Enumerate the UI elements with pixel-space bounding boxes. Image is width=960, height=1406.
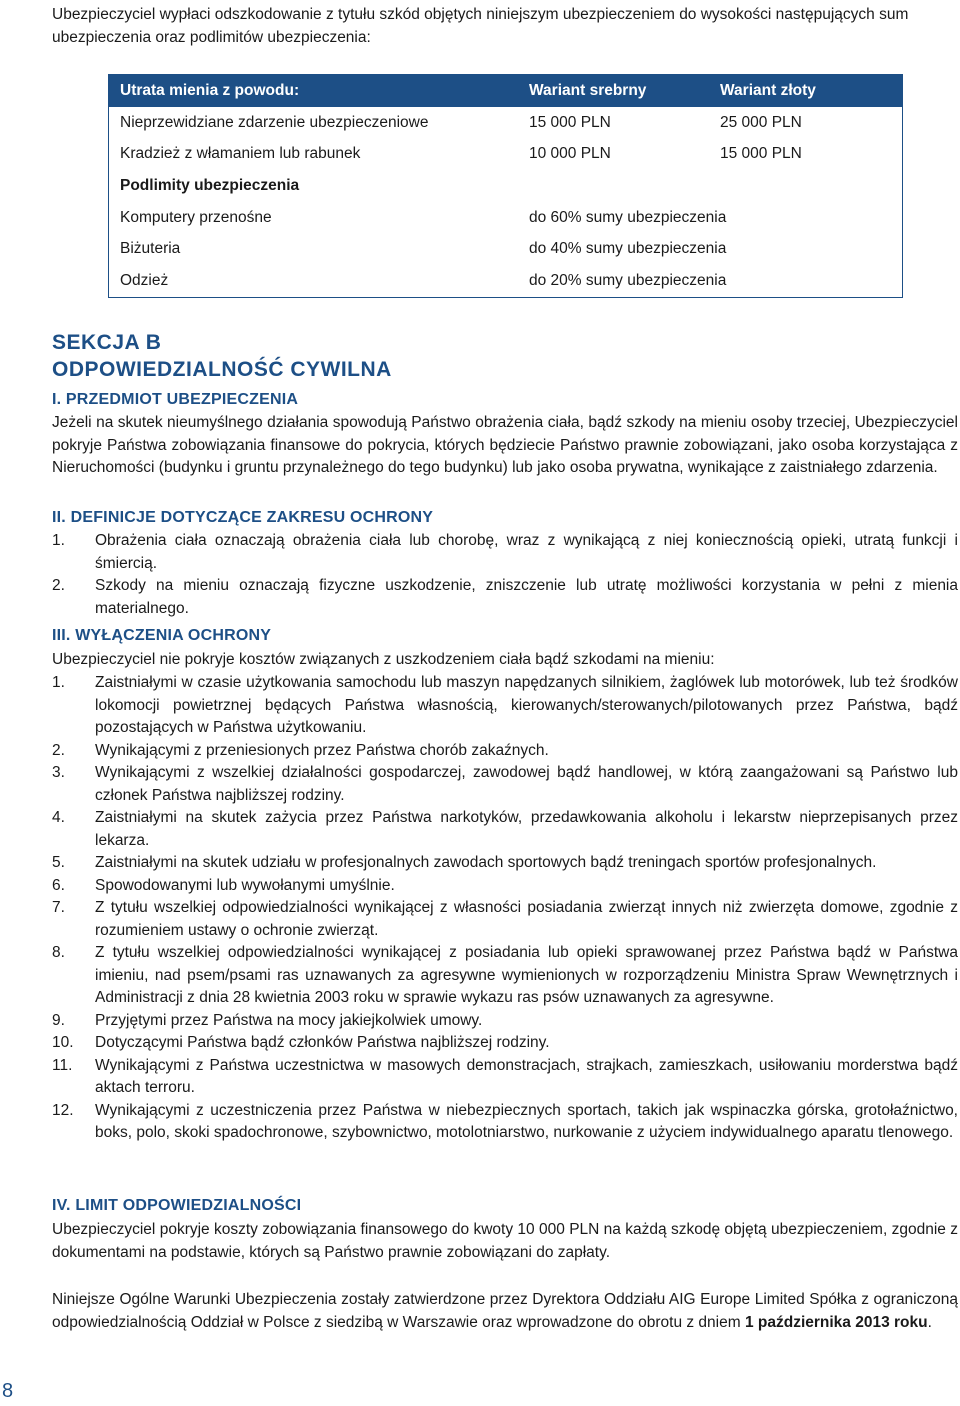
item-number: 2.: [52, 741, 65, 759]
row-label: Nieprzewidziane zdarzenie ubezpieczeniowe: [120, 113, 429, 131]
header-silver-variant: Wariant srebrny: [518, 75, 709, 108]
list-item: [52, 942, 958, 1010]
intro-paragraph: Ubezpieczyciel wypłaci odszkodowanie z tytułu szkód objętych niniejszym ubezpieczeniem do wysokości następujących sum ubezpieczenia oraz podlimitów ubezpieczenia:: [52, 6, 909, 46]
exclusions-intro: Ubezpieczyciel nie pokryje kosztów związanych z uszkodzeniem ciała bądź szkodami na mieniu:: [52, 651, 715, 668]
list-item: [52, 1032, 958, 1055]
item-number: 1.: [52, 674, 65, 691]
table-header-row: [109, 75, 903, 108]
item-text: Z tytułu wszelkiej odpowiedzialności wynikającej z posiadania lub opieki sprawowanej przez Państwa bądź w Państwa imieniu, nad psem/psami ras uznawanych za agresywne wymienionych w rozporządzeniu Ministra Spraw Wewnętrznych i Administracji z dnia 28 kwietnia 2003 roku w sprawie wykazu ras psów uznawanych za agresywne.: [95, 944, 958, 1006]
section-title-line1: SEKCJA B: [52, 331, 162, 354]
list-item: [52, 897, 958, 942]
sublimit-value: do 20% sumy ubezpieczenia: [529, 271, 727, 289]
list-item: [52, 1100, 958, 1145]
sublimit-label: Komputery przenośne: [120, 208, 272, 226]
definitions-list: [52, 530, 958, 620]
table-row: [109, 265, 903, 297]
item-text: Szkody na mieniu oznaczają fizyczne uszkodzenie, zniszczenie lub utratę możliwości korzystania w pełni z mienia materialnego.: [95, 577, 958, 617]
list-item: [52, 762, 958, 807]
row-silver-value: 15 000 PLN: [529, 113, 611, 131]
list-item: [52, 740, 958, 763]
table-row: [109, 107, 903, 139]
table-row: [109, 202, 903, 234]
item-number: 2.: [52, 577, 65, 594]
exclusions-heading: III. WYŁĄCZENIA OCHRONY: [52, 627, 272, 644]
table-row: [109, 233, 903, 265]
sublimit-label: Odzież: [120, 271, 169, 289]
liability-limit-heading: IV. LIMIT ODPOWIEDZIALNOŚCI: [52, 1197, 302, 1214]
item-number: 9.: [52, 1011, 65, 1029]
item-number: 3.: [52, 764, 65, 781]
list-item: [52, 852, 958, 875]
item-number: 10.: [52, 1034, 74, 1051]
list-item: [52, 1010, 958, 1033]
sublimits-heading-row: [109, 170, 903, 202]
list-item: [52, 807, 958, 852]
exclusions-list: [52, 672, 958, 1145]
item-text: Wynikającymi z uczestniczenia przez Państwa w niebezpiecznych sportach, takich jak wspinaczka górska, grotołaźnictwo, boks, polo, skoki spadochronowe, szybownictwo, motolotniarstwo, nurkowanie z użyciem indywidualnego aparatu tlenowego.: [95, 1101, 958, 1141]
item-text: Spowodowanymi lub wywołanymi umyślnie.: [95, 876, 395, 894]
effective-date: 1 października 2013 roku: [744, 1313, 928, 1331]
item-text: Zaistniałymi w czasie użytkowania samochodu lub maszyn napędzanych silnikiem, żaglówek lub motorówek, lub też środków lokomocji powietrznej będących Państwa własnością, kierowanych/sterowanych/pilotowanych przez Państwa, bądź pozostających w Państwa użytkowaniu.: [95, 674, 958, 736]
list-item: [52, 672, 958, 740]
closing-period: .: [927, 1313, 932, 1331]
item-number: 11.: [52, 1056, 73, 1074]
row-silver-value: 10 000 PLN: [529, 145, 611, 163]
closing-paragraph: [52, 1289, 958, 1334]
section-title-line2: ODPOWIEDZIALNOŚĆ CYWILNA: [52, 358, 392, 381]
item-number: 12.: [52, 1101, 74, 1119]
insurance-limits-table: [108, 74, 903, 298]
liability-limit-paragraph: Ubezpieczyciel pokryje koszty zobowiązania finansowego do kwoty 10 000 PLN na każdą szkodę objętą ubezpieczeniem, zgodnie z dokumentami na podstawie, których są Państwo prawnie zobowiązani do zapłaty.: [52, 1221, 958, 1261]
item-text: Zaistniałymi na skutek zażycia przez Państwa narkotyków, przedawkowania alkoholu i lekarstw nieprzepisanych przez lekarza.: [95, 809, 958, 849]
row-gold-value: 15 000 PLN: [720, 145, 802, 163]
item-text: Dotyczącymi Państwa bądź członków Państwa najbliższej rodziny.: [95, 1034, 550, 1051]
item-number: 7.: [52, 899, 65, 916]
header-gold-variant: Wariant złoty: [709, 75, 903, 108]
sublimit-value: do 60% sumy ubezpieczenia: [529, 208, 727, 226]
subject-paragraph: Jeżeli na skutek nieumyślnego działania spowodują Państwo obrażenia ciała, bądź szkody na mieniu osoby trzeciej, Ubezpieczyciel pokryje Państwa zobowiązania finansowe do pokrycia, których będziecie Państwo prawnie zobowiązani, jako osoba korzystająca z Nieruchomości (budynku i gruntu przynależnego do tego budynku) lub jako osoba prywatna, wynikające z zaistniałego zdarzenia.: [52, 414, 958, 476]
sublimit-value: do 40% sumy ubezpieczenia: [529, 240, 727, 258]
row-gold-value: 25 000 PLN: [720, 113, 802, 131]
closing-text: Niniejsze Ogólne Warunki Ubezpieczenia zostały zatwierdzone przez Dyrektora Oddziału AIG Europe Limited Spółka z ograniczoną odpowiedzialnością Oddział w Polsce z siedzibą w Warszawie oraz wprowadzone do obrotu z dniem: [52, 1291, 958, 1331]
subject-heading: I. PRZEDMIOT UBEZPIECZENIA: [52, 391, 299, 408]
item-number: 4.: [52, 809, 65, 826]
item-text: Wynikającymi z wszelkiej działalności gospodarczej, zawodowej bądź handlowej, w którą zaangażowani są Państwo lub członek Państwa najbliższej rodziny.: [95, 764, 958, 804]
item-number: 8.: [52, 944, 65, 961]
list-item: [52, 875, 958, 898]
row-label: Kradzież z włamaniem lub rabunek: [120, 145, 361, 163]
item-text: Wynikającymi z przeniesionych przez Państwa chorób zakaźnych.: [95, 741, 549, 759]
list-item: [52, 575, 958, 620]
page-number: 8: [2, 1380, 14, 1402]
sublimits-heading: Podlimity ubezpieczenia: [120, 176, 300, 194]
header-loss-cause: Utrata mienia z powodu:: [109, 75, 519, 108]
table-row: [109, 139, 903, 171]
item-text: Wynikającymi z Państwa uczestnictwa w masowych demonstracjach, strajkach, zamieszkach, usiłowaniu morderstwa bądź aktach terroru.: [95, 1056, 958, 1096]
item-text: Zaistniałymi na skutek udziału w profesjonalnych zawodach sportowych bądź treningach sportów profesjonalnych.: [95, 854, 877, 871]
item-text: Obrażenia ciała oznaczają obrażenia ciała lub chorobę, wraz z wynikającą z niej koniecznością opieki, utratą funkcji i śmiercią.: [95, 532, 958, 572]
sublimit-label: Biżuteria: [120, 240, 181, 258]
item-number: 1.: [52, 532, 65, 549]
list-item: [52, 530, 958, 575]
item-number: 5.: [52, 854, 65, 871]
item-text: Z tytułu wszelkiej odpowiedzialności wynikającej z własności posiadania zwierząt innych niż zwierzęta domowe, zgodnie z rozumieniem ustawy o ochronie zwierząt.: [95, 899, 958, 939]
item-text: Przyjętymi przez Państwa na mocy jakiejkolwiek umowy.: [95, 1011, 483, 1029]
list-item: [52, 1055, 958, 1100]
item-number: 6.: [52, 876, 65, 894]
definitions-heading: II. DEFINICJE DOTYCZĄCE ZAKRESU OCHRONY: [52, 509, 434, 526]
